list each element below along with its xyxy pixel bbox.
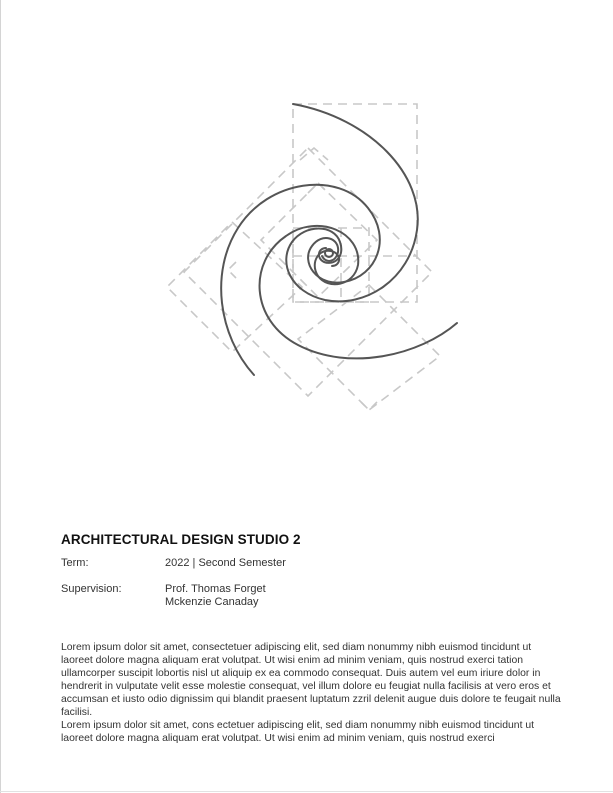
term-label: Term: (61, 557, 89, 569)
supervisor-name: Mckenzie Canaday (165, 596, 259, 608)
body-paragraph: Lorem ipsum dolor sit amet, consectetuer adipiscing elit, sed diam nonummy nibh euismod tincidunt ut laoreet dolore magna aliquam erat volutpat. Ut wisi enim ad minim veniam, quis nostrud exerci tation ullamcorper suscipit lobortis nisl ut aliquip ex ea commodo consequat. Duis autem vel eum iriure dolor in hendrerit in vulputate velit esse molestie consequat, vel illum dolore eu feugiat nulla facilisis at vero eros et accumsan et iusto odio dignissim qui blandit praesent luptatum zzril delenit augue duis dolore te feugait nulla facilisi. (61, 642, 561, 718)
guide-diamond-left (167, 222, 302, 352)
body-paragraph: Lorem ipsum dolor sit amet, cons ectetuer adipiscing elit, sed diam nonummy nibh euismod tincidunt ut laoreet dolore magna aliquam erat volutpat. Ut wisi enim ad minim veniam, quis nostrud exerci (61, 720, 535, 744)
guide-diamonds (167, 148, 440, 410)
guide-chevron (228, 262, 236, 278)
guide-diamond-lower (298, 285, 440, 410)
supervision-label: Supervision: (61, 583, 122, 595)
document-title: ARCHITECTURAL DESIGN STUDIO 2 (61, 532, 301, 547)
page-bottom-rule (0, 791, 613, 792)
spiral-arm-upper (286, 104, 417, 301)
supervisor-name: Prof. Thomas Forget (165, 583, 266, 595)
spiral-arms (221, 104, 457, 375)
term-value: 2022 | Second Semester (165, 557, 286, 569)
body-text (61, 641, 561, 745)
